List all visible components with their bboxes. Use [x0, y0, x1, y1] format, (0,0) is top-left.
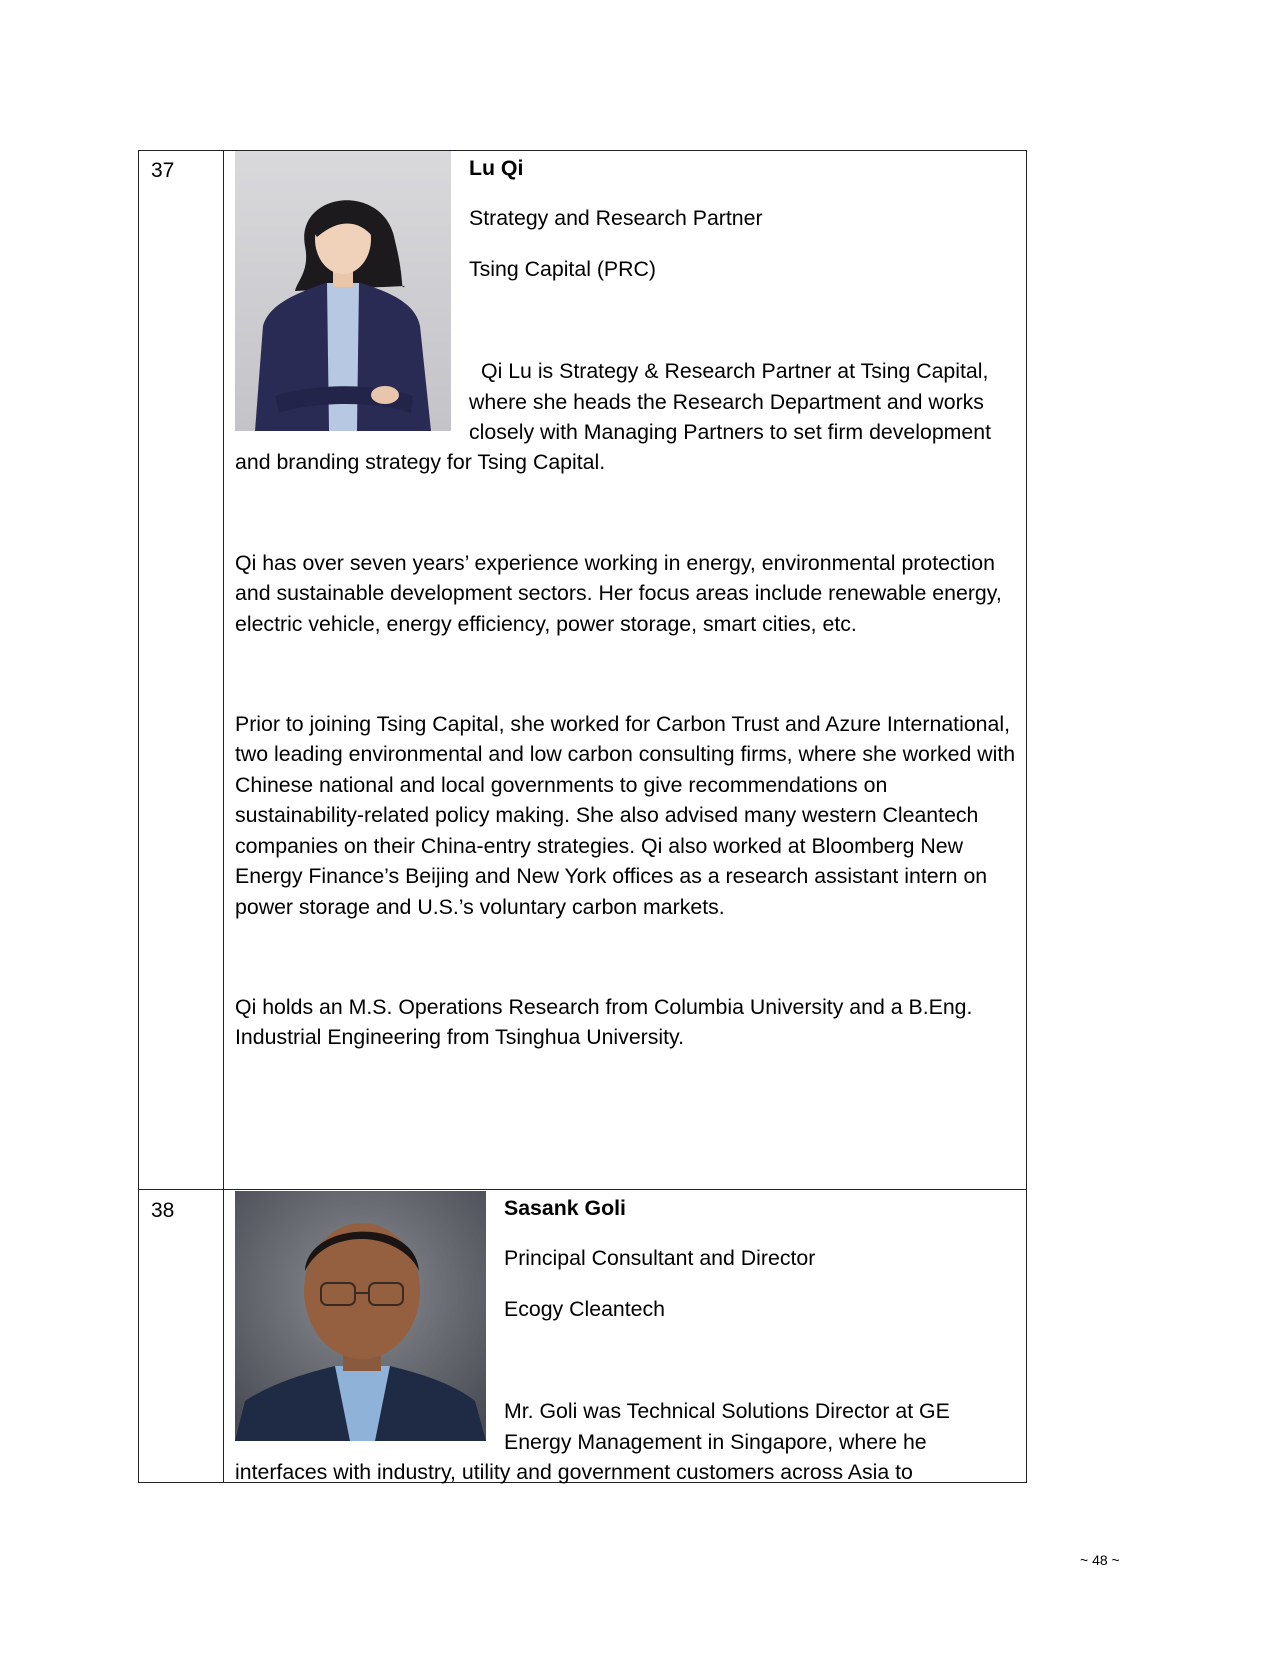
- speaker-name: Lu Qi: [469, 156, 524, 180]
- bio-paragraph: Qi Lu is Strategy & Research Partner at Tsing Capital, where she heads the Research Department and works closely with Managing Partners to set firm development and branding strategy for Tsing Capital.: [235, 359, 992, 475]
- column-divider: [223, 151, 224, 1482]
- row-divider: [139, 1189, 1026, 1190]
- portrait-photo: [235, 151, 451, 431]
- page-number: ~ 48 ~: [1080, 1552, 1120, 1568]
- speaker-name: Sasank Goli: [504, 1196, 626, 1220]
- speaker-title: Strategy and Research Partner: [469, 206, 763, 231]
- portrait-photo: [235, 1191, 486, 1441]
- speaker-organization: Tsing Capital (PRC): [469, 256, 656, 281]
- speaker-title: Principal Consultant and Director: [504, 1246, 816, 1271]
- bio-paragraph: Qi has over seven years’ experience working in energy, environmental protection and sustainable development sectors. Her focus areas include renewable energy, electric vehicle, energy efficiency, power storage, smart cities, etc.: [235, 550, 1002, 636]
- speaker-organization: Ecogy Cleantech: [504, 1296, 666, 1321]
- entry-number: 37: [151, 159, 175, 182]
- bio-paragraph: Qi holds an M.S. Operations Research from Columbia University and a B.Eng. Industrial Engineering from Tsinghua University.: [235, 994, 973, 1050]
- entry-cell: [235, 151, 1021, 1053]
- entry-cell: [235, 1191, 1021, 1487]
- speaker-table: [138, 150, 1027, 1483]
- bio-paragraph: Prior to joining Tsing Capital, she worked for Carbon Trust and Azure International, two leading environmental and low carbon consulting firms, where she worked with Chinese national and local governments to give recommendations on sustainability-related policy making. She also advised many western Cleantech companies on their China-entry strategies. Qi also worked at Bloomberg New Energy Finance’s Beijing and New York offices as a research assistant intern on power storage and U.S.’s voluntary carbon markets.: [235, 712, 1016, 919]
- bio-paragraph: Mr. Goli was Technical Solutions Director at GE Energy Management in Singapore, where he interfaces with industry, utility and government customers across Asia to: [235, 1399, 950, 1485]
- entry-number: 38: [151, 1199, 175, 1222]
